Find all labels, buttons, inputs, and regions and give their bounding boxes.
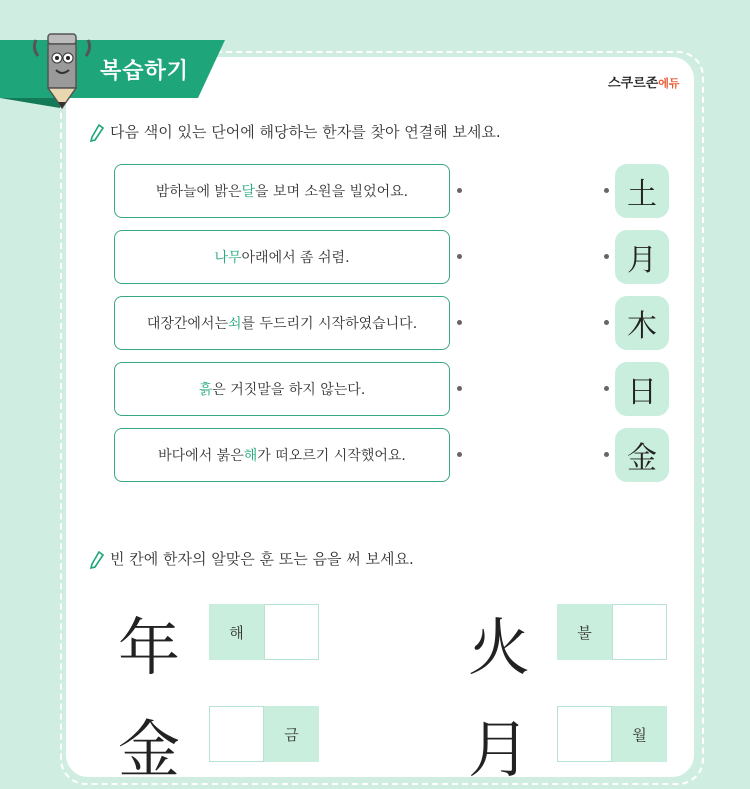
- practice-hanja-1: 年: [118, 611, 181, 684]
- sentence-text: 를 두드리기 시작하였습니다.: [241, 316, 418, 332]
- pencil-mascot-icon: [30, 26, 94, 110]
- hun-cell: 해: [209, 604, 264, 660]
- connect-dot-right-2[interactable]: [604, 254, 609, 259]
- sentence-text: 을 보며 소원을 빌었어요.: [255, 184, 409, 200]
- sentence-text: 은 거짓말을 하지 않는다.: [212, 382, 366, 398]
- sentence-text: 바다에서 붉은: [158, 448, 244, 464]
- eum-cell: 금: [264, 706, 319, 762]
- section1-instruction: 다음 색이 있는 단어에 해당하는 한자를 찾아 연결해 보세요.: [90, 121, 501, 142]
- sentence-box-4[interactable]: [114, 362, 450, 416]
- highlight-word: 나무: [214, 250, 242, 266]
- connect-dot-right-1[interactable]: [604, 188, 609, 193]
- sentence-text: 가 떠오르기 시작했어요.: [257, 448, 406, 464]
- hanja-tile-1[interactable]: 土: [615, 164, 669, 218]
- highlight-word: 해: [243, 448, 258, 464]
- connect-dot-left-2[interactable]: [457, 254, 462, 259]
- brand-logo: 스쿠르존에듀: [608, 76, 680, 91]
- answer-pair-4: [557, 706, 667, 762]
- page-title: 복습하기: [100, 59, 190, 84]
- hanja-tile-4[interactable]: 日: [615, 362, 669, 416]
- sentence-text: 밤하늘에 밝은: [155, 184, 242, 200]
- eum-blank-cell[interactable]: [612, 604, 667, 660]
- pencil-icon: [90, 124, 104, 142]
- hanja-tile-2[interactable]: 月: [615, 230, 669, 284]
- eum-blank-cell[interactable]: [264, 604, 319, 660]
- hun-cell: 불: [557, 604, 612, 660]
- answer-pair-1: [209, 604, 319, 660]
- answer-pair-2: [557, 604, 667, 660]
- sentence-box-3[interactable]: [114, 296, 450, 350]
- practice-hanja-3: 金: [118, 713, 181, 786]
- hun-blank-cell[interactable]: [557, 706, 612, 762]
- connect-dot-right-5[interactable]: [604, 452, 609, 457]
- eum-cell: 월: [612, 706, 667, 762]
- section2-instruction: 빈 칸에 한자의 알맞은 훈 또는 음을 써 보세요.: [90, 548, 414, 569]
- highlight-word: 달: [241, 184, 256, 200]
- sentence-box-1[interactable]: [114, 164, 450, 218]
- sentence-box-5[interactable]: [114, 428, 450, 482]
- pencil-icon: [90, 551, 104, 569]
- connect-dot-left-1[interactable]: [457, 188, 462, 193]
- hanja-tile-3[interactable]: 木: [615, 296, 669, 350]
- practice-hanja-2: 火: [468, 611, 531, 684]
- answer-pair-3: [209, 706, 319, 762]
- sentence-text: 아래에서 좀 쉬렴.: [241, 250, 350, 266]
- hun-blank-cell[interactable]: [209, 706, 264, 762]
- connect-dot-right-4[interactable]: [604, 386, 609, 391]
- highlight-word: 흙: [198, 382, 213, 398]
- connect-dot-left-4[interactable]: [457, 386, 462, 391]
- sentence-text: 대장간에서는: [146, 316, 228, 332]
- practice-hanja-4: 月: [468, 713, 531, 786]
- connect-dot-left-5[interactable]: [457, 452, 462, 457]
- hanja-tile-5[interactable]: 金: [615, 428, 669, 482]
- connect-dot-right-3[interactable]: [604, 320, 609, 325]
- sentence-box-2[interactable]: [114, 230, 450, 284]
- connect-dot-left-3[interactable]: [457, 320, 462, 325]
- highlight-word: 쇠: [227, 316, 242, 332]
